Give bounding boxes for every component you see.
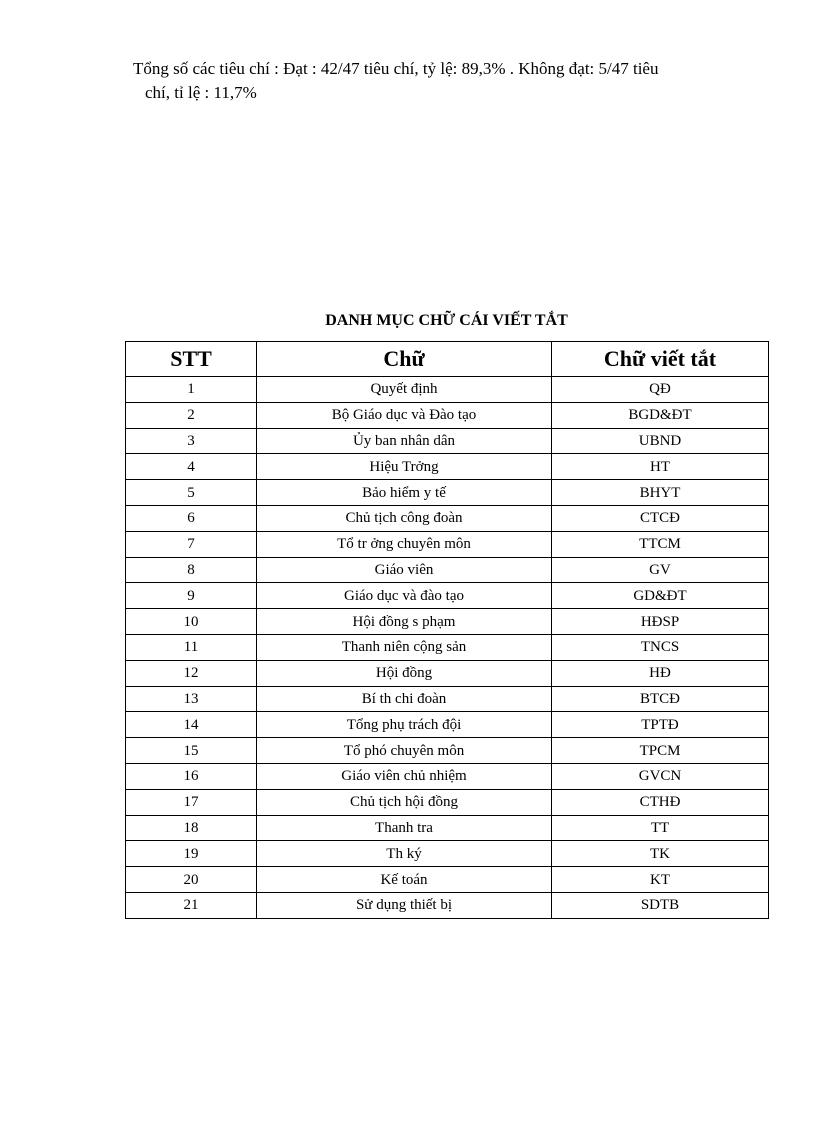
cell-stt: 11 (126, 634, 257, 660)
table-row (126, 531, 769, 557)
cell-stt: 19 (126, 841, 257, 867)
cell-stt: 3 (126, 428, 257, 454)
header-stt: STT (126, 342, 257, 377)
table-row (126, 377, 769, 403)
cell-stt: 6 (126, 505, 257, 531)
cell-abbr: HĐ (552, 660, 769, 686)
cell-word: Giáo dục và đào tạo (257, 583, 552, 609)
cell-word: Ủy ban nhân dân (257, 428, 552, 454)
table-row (126, 557, 769, 583)
table-row (126, 763, 769, 789)
cell-word: Sử dụng thiết bị (257, 892, 552, 918)
summary-line-1: Tổng số các tiêu chí : Đạt : 42/47 tiêu chí, tỷ lệ: 89,3% . Không đạt: 5/47 tiêu (133, 59, 659, 78)
cell-stt: 9 (126, 583, 257, 609)
cell-abbr: SDTB (552, 892, 769, 918)
table-header-row (126, 342, 769, 377)
cell-stt: 5 (126, 480, 257, 506)
cell-word: Chủ tịch hội đồng (257, 789, 552, 815)
table-row (126, 480, 769, 506)
cell-abbr: TT (552, 815, 769, 841)
table-row (126, 660, 769, 686)
cell-stt: 10 (126, 609, 257, 635)
cell-abbr: HĐSP (552, 609, 769, 635)
table-row (126, 402, 769, 428)
table-row (126, 505, 769, 531)
cell-abbr: GV (552, 557, 769, 583)
table-row (126, 428, 769, 454)
table-row (126, 892, 769, 918)
cell-abbr: BGD&ĐT (552, 402, 769, 428)
cell-stt: 2 (126, 402, 257, 428)
cell-word: Bảo hiểm y tế (257, 480, 552, 506)
cell-abbr: QĐ (552, 377, 769, 403)
cell-stt: 8 (126, 557, 257, 583)
cell-word: Bộ Giáo dục và Đào tạo (257, 402, 552, 428)
table-title: DANH MỤC CHỮ CÁI VIẾT TẮT (325, 312, 568, 329)
table-row (126, 583, 769, 609)
cell-word: Tổ tr ởng chuyên môn (257, 531, 552, 557)
cell-stt: 18 (126, 815, 257, 841)
cell-word: Th ký (257, 841, 552, 867)
cell-stt: 14 (126, 712, 257, 738)
cell-abbr: TK (552, 841, 769, 867)
table-row (126, 867, 769, 893)
cell-stt: 20 (126, 867, 257, 893)
cell-word: Quyết định (257, 377, 552, 403)
cell-stt: 4 (126, 454, 257, 480)
cell-word: Hội đồng (257, 660, 552, 686)
header-abbr: Chữ viết tắt (552, 342, 769, 377)
cell-stt: 12 (126, 660, 257, 686)
cell-abbr: CTHĐ (552, 789, 769, 815)
cell-word: Tổ phó chuyên môn (257, 738, 552, 764)
summary-paragraph (133, 57, 733, 105)
cell-stt: 17 (126, 789, 257, 815)
cell-abbr: HT (552, 454, 769, 480)
cell-stt: 21 (126, 892, 257, 918)
cell-stt: 16 (126, 763, 257, 789)
cell-abbr: GVCN (552, 763, 769, 789)
cell-stt: 13 (126, 686, 257, 712)
cell-stt: 1 (126, 377, 257, 403)
table-row (126, 686, 769, 712)
cell-word: Tổng phụ trách đội (257, 712, 552, 738)
table-row (126, 841, 769, 867)
table-row (126, 454, 769, 480)
cell-abbr: TNCS (552, 634, 769, 660)
cell-word: Thanh tra (257, 815, 552, 841)
cell-word: Bí th chi đoàn (257, 686, 552, 712)
cell-abbr: UBND (552, 428, 769, 454)
cell-abbr: TPCM (552, 738, 769, 764)
cell-abbr: GD&ĐT (552, 583, 769, 609)
cell-word: Thanh niên cộng sản (257, 634, 552, 660)
cell-abbr: KT (552, 867, 769, 893)
cell-abbr: BHYT (552, 480, 769, 506)
cell-abbr: BTCĐ (552, 686, 769, 712)
cell-word: Chủ tịch công đoàn (257, 505, 552, 531)
summary-line-2: chí, tỉ lệ : 11,7% (145, 83, 257, 102)
table-row (126, 634, 769, 660)
table-row (126, 789, 769, 815)
table-row (126, 815, 769, 841)
table-body (126, 377, 769, 919)
cell-word: Giáo viên chủ nhiệm (257, 763, 552, 789)
table-row (126, 738, 769, 764)
abbreviation-table (125, 341, 769, 919)
cell-stt: 15 (126, 738, 257, 764)
cell-word: Kế toán (257, 867, 552, 893)
cell-abbr: TTCM (552, 531, 769, 557)
table-row (126, 712, 769, 738)
cell-abbr: CTCĐ (552, 505, 769, 531)
cell-word: Giáo viên (257, 557, 552, 583)
table-row (126, 609, 769, 635)
cell-word: Hiệu Trởng (257, 454, 552, 480)
cell-stt: 7 (126, 531, 257, 557)
cell-word: Hội đồng s phạm (257, 609, 552, 635)
header-word: Chữ (257, 342, 552, 377)
cell-abbr: TPTĐ (552, 712, 769, 738)
